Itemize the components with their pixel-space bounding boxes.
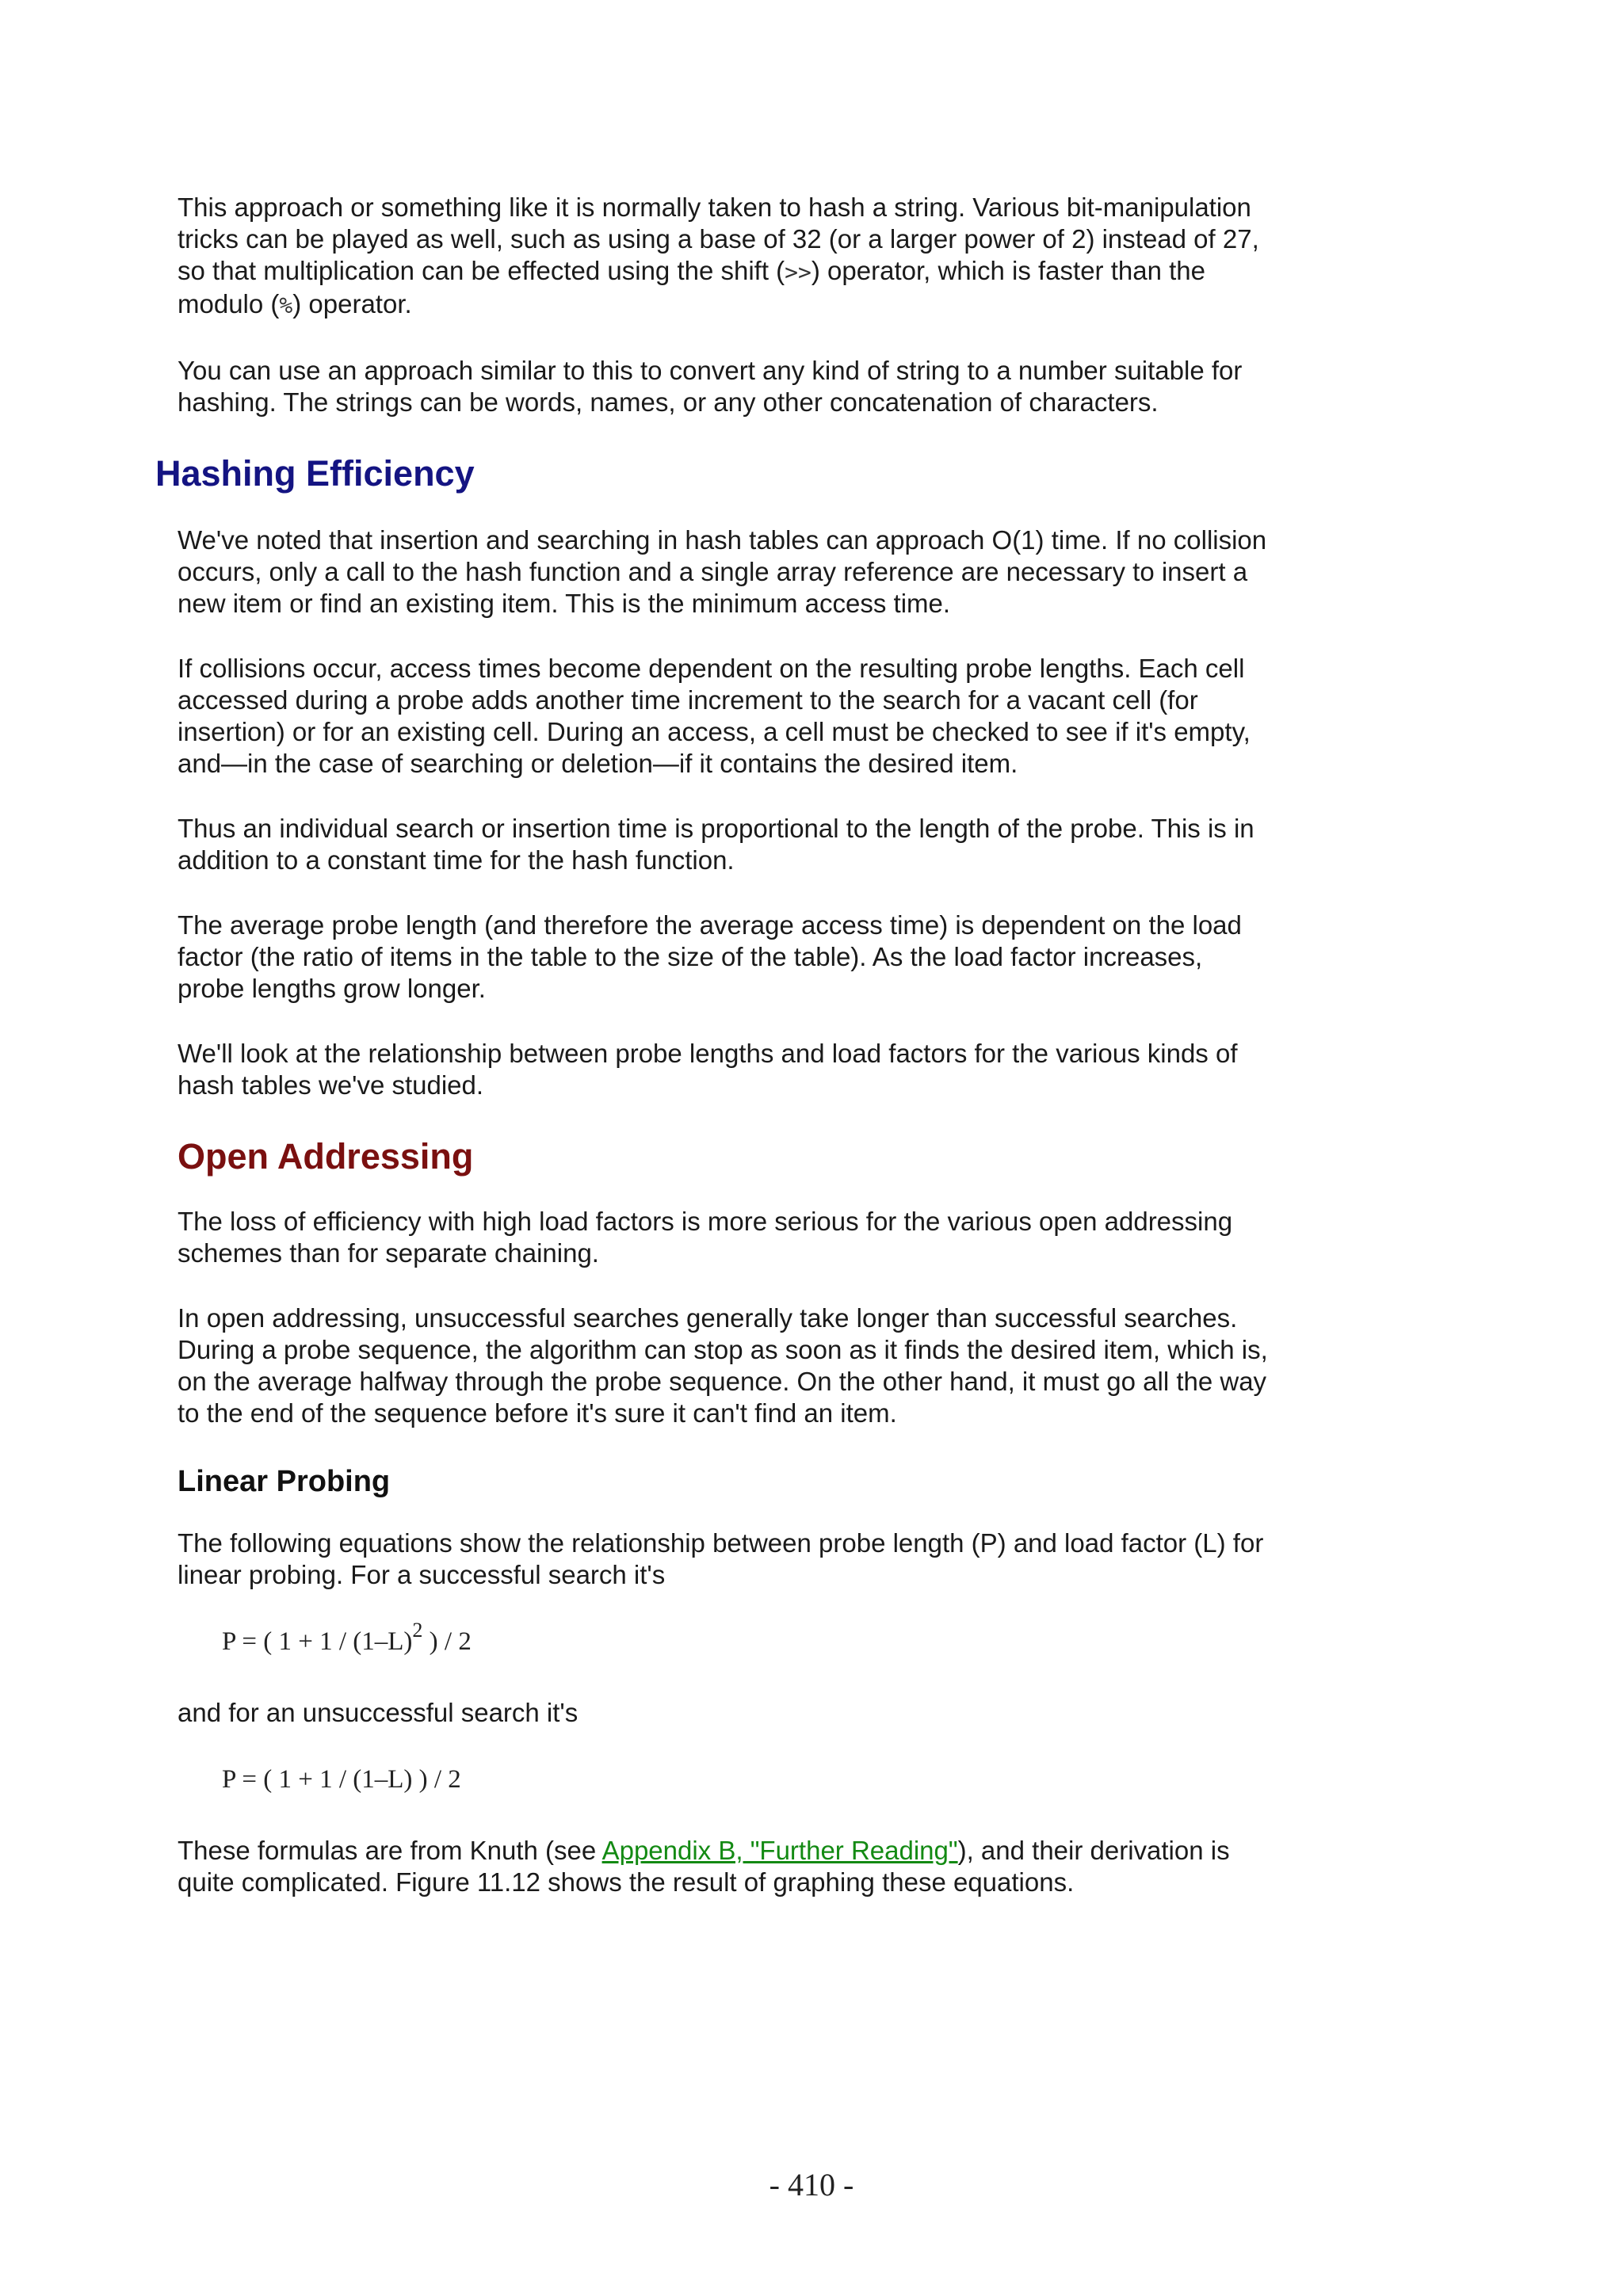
paragraph-unsuccessful-intro: and for an unsuccessful search it's bbox=[178, 1698, 579, 1727]
paragraph-text: ), and their derivation is quite complicated. Figure 11.12 shows the result of graphing these equations. bbox=[178, 1836, 1230, 1897]
paragraph-closing bbox=[178, 1835, 1271, 1898]
paragraph-efficiency-5: We'll look at the relationship between probe lengths and load factors for the various kinds of hash tables we've studied. bbox=[178, 1039, 1238, 1100]
appendix-b-link[interactable]: Appendix B, "Further Reading" bbox=[601, 1836, 958, 1865]
formula-exponent: 2 bbox=[412, 1619, 423, 1642]
page-content bbox=[155, 192, 1271, 1932]
formula-successful-search bbox=[222, 1619, 1271, 1659]
paragraph-string-conversion: You can use an approach similar to this to convert any kind of string to a number suitable for hashing. The strings can be words, names, or any other concatenation of characters. bbox=[178, 356, 1243, 417]
paragraph-text: This approach or something like it is normally taken to hash a string. Various bit-manipulation tricks can be played as well, such as using a base of 32 (or a larger power of 2) instead of 27, so that multiplication can be effected using the shift ( bbox=[178, 193, 1259, 285]
section-title-hashing-efficiency: Hashing Efficiency bbox=[155, 453, 475, 494]
paragraph-open-addressing-2: In open addressing, unsuccessful searches generally take longer than successful searches. During a probe sequence, the algorithm can stop as soon as it finds the desired item, which is, on the average halfway through the probe sequence. On the other hand, it must go all the way to the end of the sequence before it's sure it can't find an item. bbox=[178, 1303, 1268, 1428]
formula-main: P = ( 1 + 1 / (1–L) bbox=[222, 1627, 413, 1656]
paragraph-efficiency-1: We've noted that insertion and searching in hash tables can approach O(1) time. If no collision occurs, only a call to the hash function and a single array reference are necessary to insert a new item or find an existing item. This is the minimum access time. bbox=[178, 525, 1267, 618]
page-number: - 410 - bbox=[769, 2167, 854, 2203]
paragraph-text: These formulas are from Knuth (see bbox=[178, 1836, 602, 1865]
formula-tail: ) / 2 bbox=[422, 1627, 472, 1656]
paragraph-text: ) operator. bbox=[292, 289, 412, 318]
paragraph-efficiency-2: If collisions occur, access times become dependent on the resulting probe lengths. Each cell accessed during a probe adds another time increment to the search for a vacant cell (for insertion) or for an existing cell. During an access, a cell must be checked to see if it's empty, and—in the case of searching or deletion—if it contains the desired item. bbox=[178, 654, 1251, 778]
paragraph-open-addressing-1: The loss of efficiency with high load factors is more serious for the various open addressing schemes than for separate chaining. bbox=[178, 1207, 1233, 1268]
heading-linear-probing: Linear Probing bbox=[178, 1465, 391, 1498]
paragraph-text: ) operator, which is faster than the modulo ( bbox=[178, 256, 1205, 318]
shift-operator: >> bbox=[785, 259, 812, 285]
paragraph-efficiency-3: Thus an individual search or insertion time is proportional to the length of the probe. This is in addition to a constant time for the hash function. bbox=[178, 814, 1254, 875]
subsection-title-open-addressing: Open Addressing bbox=[178, 1136, 474, 1177]
paragraph-linear-intro: The following equations show the relationship between probe length (P) and load factor (L) for linear probing. For a successful search it's bbox=[178, 1528, 1264, 1589]
paragraph-efficiency-4: The average probe length (and therefore the average access time) is dependent on the load factor (the ratio of items in the table to the size of the table). As the load factor increases, probe lengths grow longer. bbox=[178, 910, 1242, 1003]
paragraph-string-hashing bbox=[178, 192, 1271, 322]
formula-unsuccessful-search: P = ( 1 + 1 / (1–L) ) / 2 bbox=[222, 1765, 461, 1794]
modulo-operator: % bbox=[279, 292, 293, 318]
